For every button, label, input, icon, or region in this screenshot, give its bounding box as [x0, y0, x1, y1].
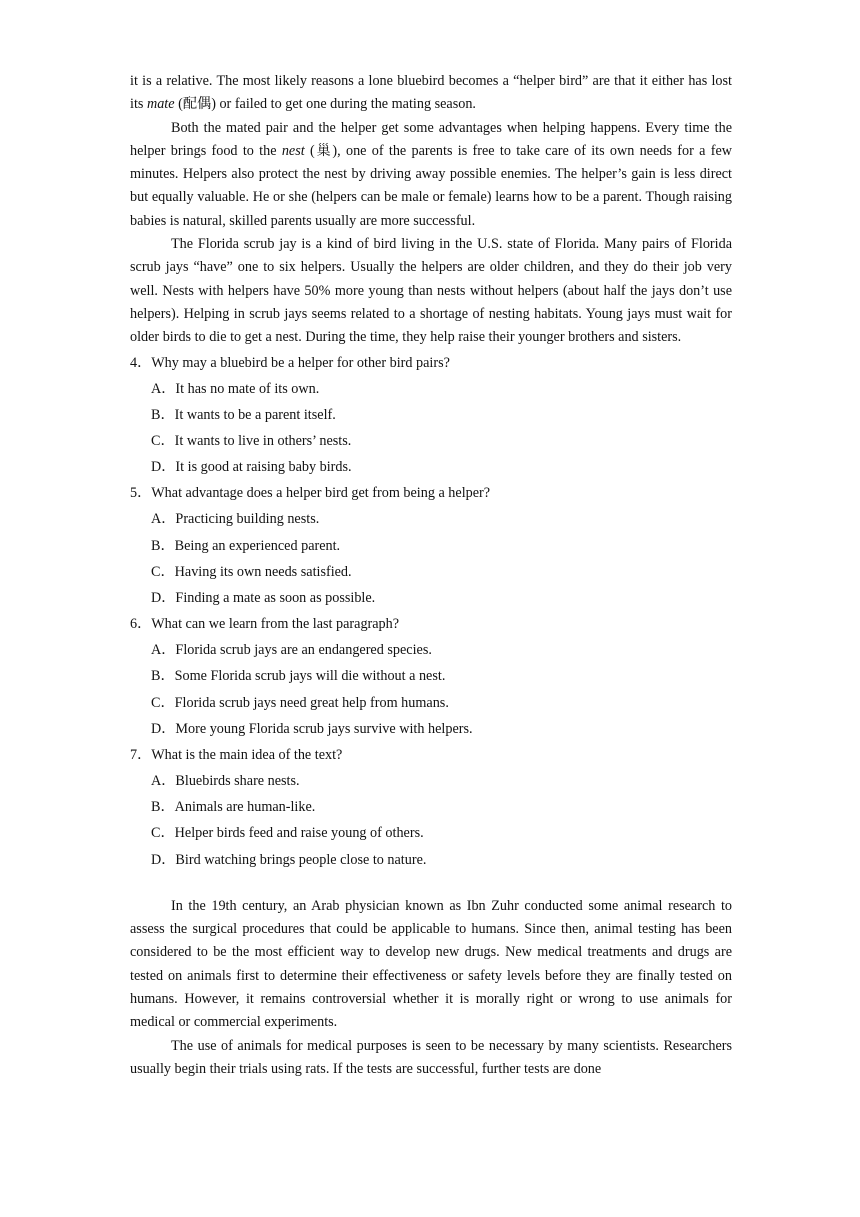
question-4 [130, 350, 732, 481]
option-a: A．Practicing building nests. [151, 511, 320, 528]
option-b: B．Animals are human-like. [151, 799, 316, 816]
question-stem: 5．What advantage does a helper bird get from being a helper? [130, 485, 491, 502]
glossed-word-nest: nest [281, 142, 305, 159]
option-c: C．It wants to live in others’ nests. [151, 432, 352, 449]
passage-1 [130, 70, 732, 350]
question-7 [130, 742, 732, 873]
option-a: A．Florida scrub jays are an endangered species. [151, 642, 432, 659]
glossed-word-mate: mate [146, 96, 175, 113]
option-d: D．Bird watching brings people close to nature. [151, 851, 427, 868]
question-list [130, 350, 732, 873]
option-d: D．Finding a mate as soon as possible. [151, 589, 376, 606]
passage-1-paragraph-1: it is a relative. The most likely reasons a lone bluebird becomes a “helper bird” are that it either has lost its mate (配偶) or failed to get one during the mating season. [130, 73, 732, 113]
section-spacer [130, 873, 732, 895]
option-d: D．More young Florida scrub jays survive with helpers. [151, 720, 473, 737]
option-c: C．Florida scrub jays need great help from humans. [151, 694, 449, 711]
option-c: C．Helper birds feed and raise young of others. [151, 825, 424, 842]
option-b: B．Some Florida scrub jays will die without a nest. [151, 668, 446, 685]
question-stem: 4．Why may a bluebird be a helper for other bird pairs? [130, 354, 450, 371]
question-stem: 6．What can we learn from the last paragraph? [130, 616, 400, 633]
option-d: D．It is good at raising baby birds. [151, 459, 352, 476]
question-stem: 7．What is the main idea of the text? [130, 747, 343, 763]
question-5 [130, 480, 732, 611]
passage-1-paragraph-2: Both the mated pair and the helper get some advantages when helping happens. Every time the helper brings food to the nest (巢), one of the parents is free to take care of its own needs for a few minutes. Helpers also protect the nest by driving away possible enemies. The helper’s gain is less direct but equally valuable. He or she (helpers can be male or female) learns how to be a parent. Though raising babies is natural, skilled parents usually are more successful. [130, 119, 732, 229]
option-a: A．Bluebirds share nests. [151, 773, 300, 789]
passage-2-paragraph-1: In the 19th century, an Arab physician known as Ibn Zuhr conducted some animal research to assess the surgical procedures that could be applicable to humans. Since then, animal testing has been considered to be the most efficient way to develop new drugs. New medical treatments and drugs are tested on animals first to determine their effectiveness or safety levels before they are finally tested on humans. However, it remains controversial whether it is morally right or wrong to use animals for medical or commercial experiments. [130, 897, 732, 1031]
passage-2-paragraph-2: The use of animals for medical purposes is seen to be necessary by many scientists. Researchers usually begin their trials using rats. If the tests are successful, further tests are done [130, 1037, 732, 1077]
option-a: A．It has no mate of its own. [151, 380, 320, 397]
option-c: C．Having its own needs satisfied. [151, 563, 352, 580]
question-6 [130, 611, 732, 742]
document-page [130, 70, 732, 1081]
passage-1-paragraph-3: The Florida scrub jay is a kind of bird living in the U.S. state of Florida. Many pairs of Florida scrub jays “have” one to six helpers. Usually the helpers are older children, and they do their job very well. Nests with helpers have 50% more young than nests without helpers (about half the jays don’t use helpers). Helping in scrub jays seems related to a shortage of nesting habitats. Young jays must wait for older birds to die to get a nest. During the time, they help raise their younger brothers and sisters. [130, 236, 732, 346]
option-b: B．It wants to be a parent itself. [151, 406, 336, 423]
option-b: B．Being an experienced parent. [151, 537, 341, 554]
passage-2 [130, 895, 732, 1081]
